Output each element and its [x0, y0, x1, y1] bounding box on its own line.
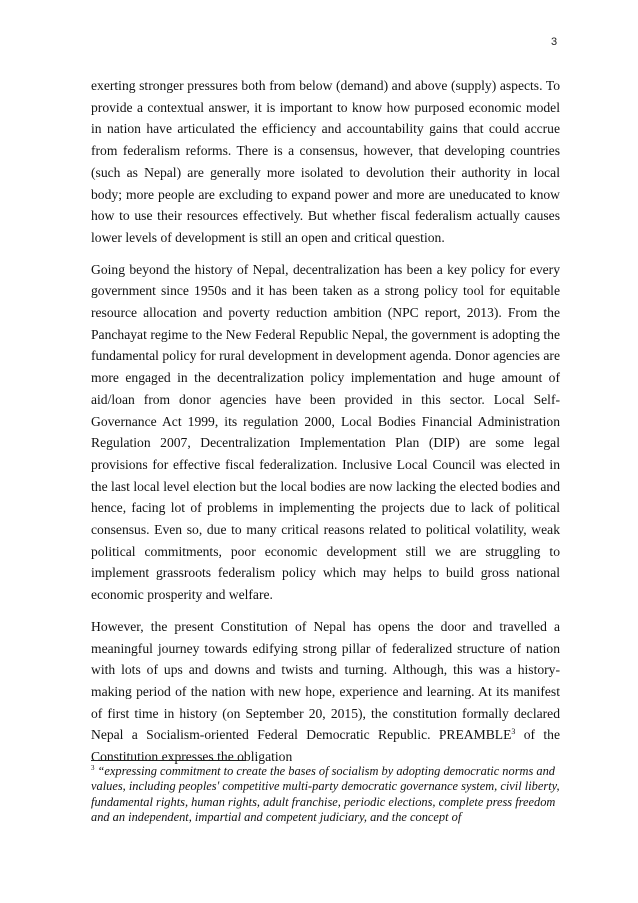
- paragraph-2: Going beyond the history of Nepal, decentralization has been a key policy for every government since 1950s and it has been taken as a strong policy tool for equitable resource allocation and poverty reduction ambition (NPC report, 2013). From the Panchayat regime to the New Federal Republic Nepal, the government is adopting the fundamental policy for rural development in development agenda. Donor agencies are more engaged in the decentralization policy implementation and huge amount of aid/loan from donor agencies have been provided in this sector. Local Self-Governance Act 1999, its regulation 2000, Local Bodies Financial Administration Regulation 2007, Decentralization Implementation Plan (DIP) are some legal provisions for effective fiscal federalization. Inclusive Local Council was elected in the last local level election but the local bodies are now lacking the elected bodies and hence, facing lot of problems in implementing the projects due to lack of political consensus. Even so, due to many critical reasons related to political volatility, weak political commitments, poor economic development still we are struggling to implement grassroots federalism policy which may helps to build gross national economic prosperity and welfare.: [91, 261, 560, 603]
- paragraph-3-text-continued: of the Constitution expresses the obligation: [91, 727, 560, 765]
- footnote-reference[interactable]: 3: [511, 727, 516, 737]
- footnote-separator: [91, 760, 246, 761]
- page-number: 3: [551, 36, 558, 48]
- paragraph-3: [91, 616, 560, 768]
- body-text: [91, 75, 560, 768]
- paragraph-3-text: However, the present Constitution of Nepal has opens the door and travelled a meaningful journey towards edifying strong pillar of federalized structure of nation with lots of ups and downs and twists and turning. Although, this was a history-making period of the nation with new hope, experience and learning. At its manifest of first time in history (on September 20, 2015), the constitution formally declared Nepal a Socialism-oriented Federal Democratic Republic. PREAMBLE: [91, 618, 560, 743]
- footnote-text: “expressing commitment to create the bases of socialism by adopting democratic norms and values, including peoples' competitive multi-party democratic governance system, civil liberty, fundamental rights, human rights, adult franchise, periodic elections, complete press freedom and an independent, impartial and competent judiciary, and the concept of: [91, 764, 560, 824]
- paragraph-1: exerting stronger pressures both from below (demand) and above (supply) aspects. To provide a contextual answer, it is important to know how purposed economic model in nation have articulated the efficiency and accountability gains that could accrue from federalism reforms. There is a consensus, however, that developing countries (such as Nepal) are generally more isolated to devolution their authority in local body; more people are excluding to expand power and more are uneducated to know how to use their resources effectively. But whether fiscal federalism actually causes lower levels of development is still an open and critical question.: [91, 78, 560, 245]
- footnote-marker: 3: [91, 764, 95, 772]
- footnote: [91, 764, 560, 825]
